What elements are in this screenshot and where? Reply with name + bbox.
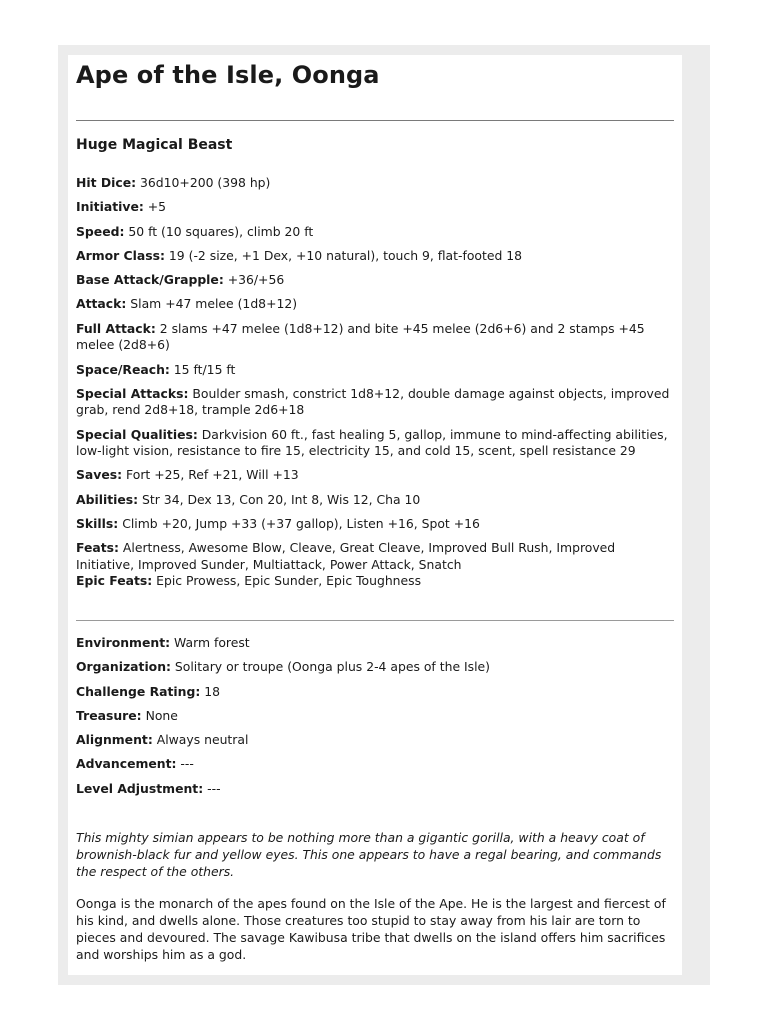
eco-challenge-rating: Challenge Rating: 18 [76,683,221,699]
eco-alignment: Alignment: Always neutral [76,732,249,748]
flavor-text: This mighty simian appears to be nothing more than a gigantic gorilla, with a heavy coat of brownish-black fur and yellow eyes. This one appears to have a regal bearing, and commands the respect of the others. [76,830,662,879]
eco-treasure: Treasure: None [76,707,178,723]
eco-organization: Organization: Solitary or troupe (Oonga plus 2-4 apes of the Isle) [76,659,491,675]
stat-attack: Attack: Slam +47 melee (1d8+12) [76,296,298,312]
lore-text: Oonga is the monarch of the apes found on the Isle of the Ape. He is the largest and fiercest of his kind, and dwells alone. Those creatures too stupid to stay away from his lair are torn to pieces and devoured. The savage Kawibusa tribe that dwells on the island offers him sacrifices and worships him as a god. [76,896,666,962]
stat-hit-dice: Hit Dice: 36d10+200 (398 hp) [76,175,271,190]
stat-base-attack: Base Attack/Grapple: +36/+56 [76,272,285,288]
stat-skills: Skills: Climb +20, Jump +33 (+37 gallop), Listen +16, Spot +16 [76,516,480,532]
stat-initiative: Initiative: +5 [76,199,167,215]
stat-abilities: Abilities: Str 34, Dex 13, Con 20, Int 8, Wis 12, Cha 10 [76,491,421,507]
creature-type: Huge Magical Beast [76,137,233,153]
eco-level-adjustment: Level Adjustment: --- [76,780,221,796]
page-title: Ape of the Isle, Oonga [76,61,380,89]
stat-feats: Feats: Alertness, Awesome Blow, Cleave, Great Cleave, Improved Bull Rush, Improved Initiative, Improved Sunder, Multiattack, Power Attack, Snatch [76,540,616,572]
stat-full-attack: Full Attack: 2 slams +47 melee (1d8+12) and bite +45 melee (2d6+6) and 2 stamps +45 melee (2d8+6) [76,320,645,353]
stat-special-qualities: Special Qualities: Darkvision 60 ft., fast healing 5, gallop, immune to mind-affecting abilities, low-light vision, resistance to fire 15, electricity 15, and cold 15, scent, spell resistance 29 [76,426,668,459]
ecology-list [76,635,674,797]
description [76,830,674,964]
stat-block-card [68,55,682,975]
eco-environment: Environment: Warm forest [76,635,250,650]
stat-saves: Saves: Fort +25, Ref +21, Will +13 [76,467,299,483]
stat-special-attacks: Special Attacks: Boulder smash, constrict 1d8+12, double damage against objects, improved grab, rend 2d8+18, trample 2d6+18 [76,385,670,418]
stat-space-reach: Space/Reach: 15 ft/15 ft [76,361,236,377]
stat-armor-class: Armor Class: 19 (-2 size, +1 Dex, +10 natural), touch 9, flat-footed 18 [76,247,523,263]
stat-list [76,175,674,590]
eco-advancement: Advancement: --- [76,756,194,772]
stat-epic-feats: Epic Feats: Epic Prowess, Epic Sunder, Epic Toughness [76,573,422,589]
title-divider [76,120,674,121]
stat-speed: Speed: 50 ft (10 squares), climb 20 ft [76,223,314,239]
stats-divider [76,620,674,621]
